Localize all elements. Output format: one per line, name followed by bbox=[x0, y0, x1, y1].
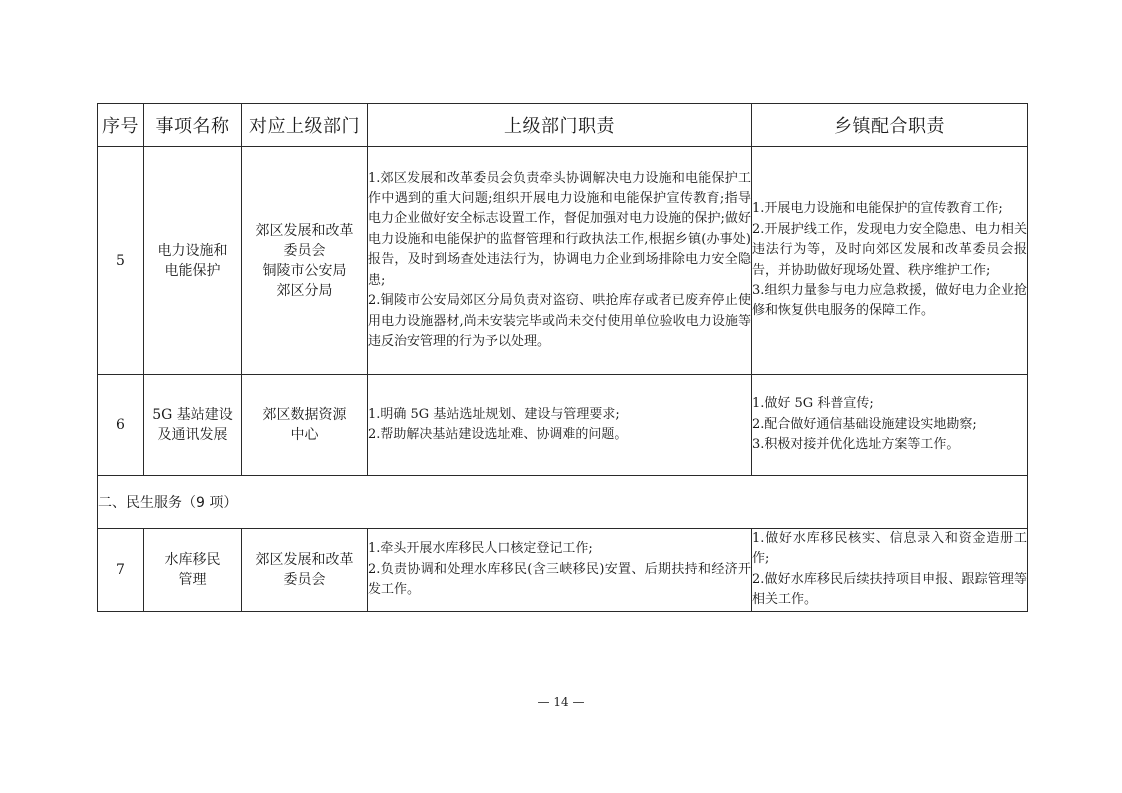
table-header-row bbox=[98, 104, 1028, 147]
dept-line: 郊区分局 bbox=[276, 282, 333, 299]
dept-line: 郊区发展和改革 bbox=[255, 222, 354, 239]
table-row bbox=[98, 147, 1028, 375]
dept-line: 郊区发展和改革 bbox=[255, 551, 354, 568]
superior-dept bbox=[242, 529, 368, 612]
responsibility-table bbox=[97, 103, 1028, 612]
superior-dept bbox=[242, 147, 368, 375]
item-name-line: 5G 基站建设 bbox=[152, 407, 233, 423]
township-paragraph: 2.做好水库移民后续扶持项目申报、跟踪管理等相关工作。 bbox=[752, 571, 1027, 608]
row-number: 5 bbox=[98, 147, 144, 375]
township-duties bbox=[752, 147, 1028, 375]
item-name bbox=[144, 147, 242, 375]
township-paragraph: 1.做好 5G 科普宣传; bbox=[752, 396, 874, 412]
item-name bbox=[144, 375, 242, 476]
item-name bbox=[144, 529, 242, 612]
table-row bbox=[98, 529, 1028, 612]
dept-line: 中心 bbox=[290, 427, 319, 443]
township-duties bbox=[752, 375, 1028, 476]
township-duties bbox=[752, 529, 1028, 612]
township-paragraph: 2.开展护线工作，发现电力安全隐患、电力相关违法行为等，及时向郊区发展和改革委员会报告，并协助做好现场处置、秩序维护工作; bbox=[752, 221, 1027, 278]
dept-line: 委员会 bbox=[283, 571, 326, 588]
township-paragraph: 3.组织力量参与电力应急救援，做好电力企业抢修和恢复供电服务的保障工作。 bbox=[752, 282, 1027, 319]
item-name-line: 电力设施和 bbox=[157, 242, 228, 259]
section-title: 二、民生服务（9 项） bbox=[98, 476, 1028, 529]
township-paragraph: 1.开展电力设施和电能保护的宣传教育工作; bbox=[752, 201, 1003, 217]
duty-paragraph: 1.明确 5G 基站选址规划、建设与管理要求; bbox=[368, 406, 620, 422]
item-name-line: 电能保护 bbox=[164, 262, 221, 279]
item-name-line: 管理 bbox=[178, 571, 207, 588]
township-paragraph: 2.配合做好通信基础设施建设实地勘察; bbox=[752, 416, 977, 432]
duty-paragraph: 2.铜陵市公安局郊区分局负责对盗窃、哄抢库存或者已废弃停止使用电力设施器材,尚未安装完毕或尚未交付使用单位验收电力设施等违反治安管理的行为予以处理。 bbox=[368, 293, 751, 349]
row-number: 6 bbox=[98, 375, 144, 476]
duty-paragraph: 1.牵头开展水库移民人口核定登记工作; bbox=[368, 541, 593, 557]
page-number: — 14 — bbox=[537, 695, 585, 709]
duty-paragraph: 2.帮助解决基站建设选址难、协调难的问题。 bbox=[368, 427, 628, 442]
dept-line: 铜陵市公安局 bbox=[262, 262, 347, 279]
superior-duties bbox=[368, 529, 752, 612]
dept-line: 委员会 bbox=[283, 242, 326, 259]
header-seq: 序号 bbox=[98, 104, 144, 147]
superior-duties bbox=[368, 375, 752, 476]
township-paragraph: 3.积极对接并优化选址方案等工作。 bbox=[752, 437, 960, 453]
township-paragraph: 1.做好水库移民核实、信息录入和资金造册工作; bbox=[752, 531, 1027, 567]
duty-paragraph: 2.负责协调和处理水库移民(含三峡移民)安置、后期扶持和经济开发工作。 bbox=[368, 561, 751, 598]
superior-dept bbox=[242, 375, 368, 476]
duty-paragraph: 1.郊区发展和改革委员会负责牵头协调解决电力设施和电能保护工作中遇到的重大问题;组织开展电力设施和电能保护宣传教育;指导电力企业做好安全标志设置工作，督促加强对电力设施的保护;做好电力设施和电能保护的监督管理和行政执法工作,根据乡镇(办事处)报告，及时到场查处违法行为，协调电力企业到场排除电力安全隐患; bbox=[368, 170, 751, 288]
item-name-line: 及通讯发展 bbox=[157, 427, 228, 443]
section-row bbox=[98, 476, 1028, 529]
header-superior-duties: 上级部门职责 bbox=[368, 104, 752, 147]
header-superior-dept: 对应上级部门 bbox=[242, 104, 368, 147]
item-name-line: 水库移民 bbox=[164, 551, 221, 568]
table-row bbox=[98, 375, 1028, 476]
dept-line: 郊区数据资源 bbox=[262, 407, 347, 423]
row-number: 7 bbox=[98, 529, 144, 612]
header-township-duties: 乡镇配合职责 bbox=[752, 104, 1028, 147]
header-item-name: 事项名称 bbox=[144, 104, 242, 147]
superior-duties bbox=[368, 147, 752, 375]
